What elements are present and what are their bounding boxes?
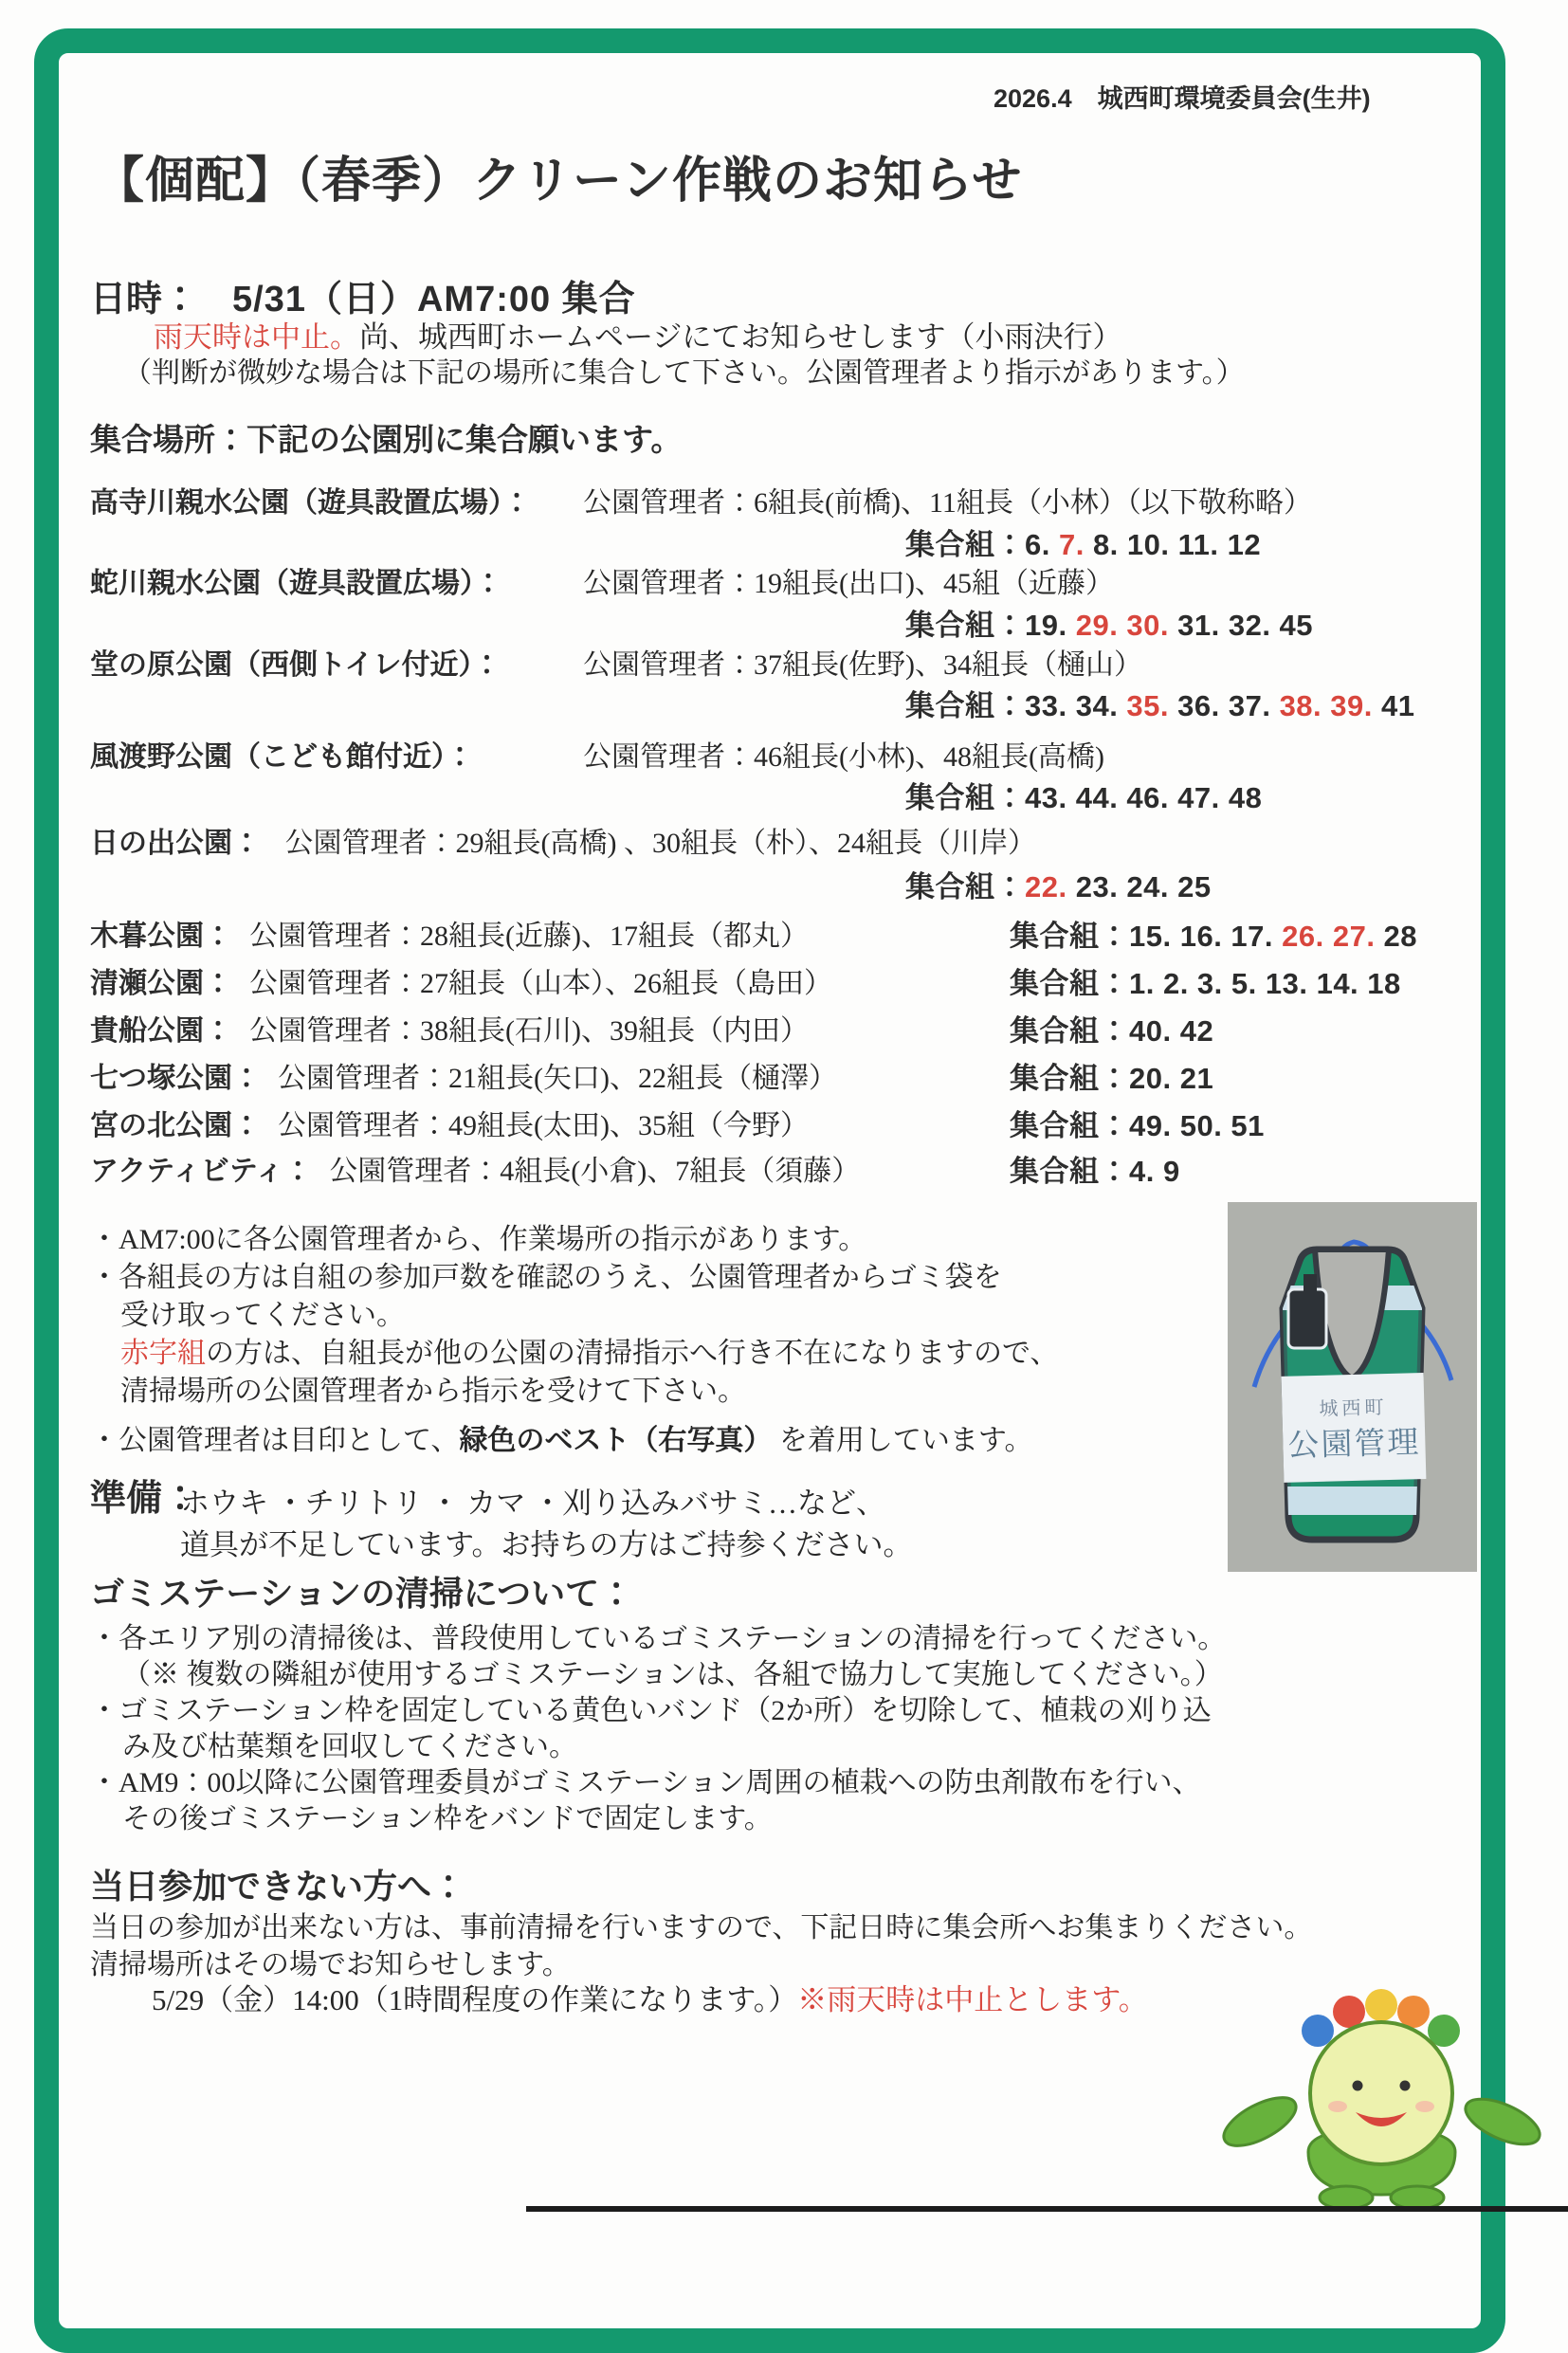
- park-name: 清瀬公園：: [90, 968, 232, 999]
- park-managers: 公園管理者：21組長(矢口)、22組長（樋澤）: [278, 1063, 837, 1094]
- park-row: [90, 959, 1474, 1001]
- absent-line1: 当日の参加が出来ない方は、事前清掃を行いますので、下記日時に集会所へお集まりください。: [90, 1912, 1313, 1943]
- group-label: 集合組：: [1010, 1155, 1129, 1188]
- vest-illustration: [1228, 1202, 1477, 1572]
- park-groups: [905, 863, 1212, 905]
- group-numbers: 40. 42: [1129, 1014, 1214, 1048]
- park-managers: 公園管理者：29組長(高橋) 、30組長（朴）、24組長（川岸）: [284, 828, 1036, 859]
- park-row: [90, 1054, 1474, 1096]
- park-groups: [1010, 1007, 1213, 1049]
- park-managers: 公園管理者：27組長（山本）、26組長（島田）: [249, 968, 832, 999]
- absent-line2: 清掃場所はその場でお知らせします。: [90, 1949, 571, 1980]
- vest-label: [1282, 1373, 1427, 1483]
- group-numbers: 1. 2. 3. 5. 13. 14. 18: [1129, 967, 1401, 1000]
- head-ball-orange: [1397, 1996, 1430, 2028]
- pre-clean-schedule: 5/29（金）14:00（1時間程度の作業になります。）※雨天時は中止とします。: [152, 1983, 1148, 2016]
- park-name: 風渡野公園（こども館付近）：: [90, 741, 474, 773]
- group-numbers: 15. 16. 17. 26. 27. 28: [1129, 920, 1418, 953]
- park-name: 蛇川親水公園（遊具設置広場）：: [90, 568, 502, 599]
- absent-heading: 当日参加できない方へ：: [90, 1867, 466, 1906]
- park-managers: 公園管理者：6組長(前橋)、11組長（小林）（以下敬称略）: [583, 487, 1312, 519]
- park-row: [90, 912, 1474, 954]
- group-label: 集合組：: [1010, 1014, 1129, 1048]
- park-name: 宮の北公園：: [90, 1110, 261, 1141]
- preparation-line1: ホウキ ・チリトリ ・ カマ ・刈り込みバサミ…など、: [180, 1487, 885, 1520]
- group-label: 集合組：: [905, 609, 1025, 642]
- park-row: [90, 559, 1474, 601]
- group-label: 集合組：: [905, 528, 1025, 561]
- park-groups: [1010, 959, 1401, 1002]
- page-title: 【個配】（春季）クリーン作戦のお知らせ: [95, 154, 1023, 209]
- leaf-hand-left: [1216, 2088, 1303, 2155]
- park-managers: 公園管理者：38組長(石川)、39組長（内田）: [249, 1015, 809, 1047]
- group-numbers: 4. 9: [1129, 1155, 1180, 1188]
- park-managers: 公園管理者：4組長(小倉)、7組長（須藤）: [329, 1156, 861, 1187]
- group-label: 集合組：: [905, 689, 1025, 722]
- park-name: 高寺川親水公園（遊具設置広場）：: [90, 487, 531, 519]
- leaf-hand-right: [1459, 2089, 1545, 2153]
- park-groups: [905, 601, 1313, 644]
- park-groups: [1010, 1102, 1265, 1144]
- park-name: 七つ塚公園：: [90, 1063, 261, 1094]
- meeting-heading: 集合場所：下記の公園別に集合願います。: [90, 422, 683, 457]
- group-label: 集合組：: [1010, 967, 1129, 1000]
- preparation-line2: 道具が不足しています。お持ちの方はご持参ください。: [180, 1528, 913, 1561]
- group-numbers: 22. 23. 24. 25: [1025, 870, 1212, 903]
- mascot-face: [1310, 2022, 1452, 2164]
- park-managers: 公園管理者：28組長(近藤)、17組長（都丸）: [249, 921, 809, 952]
- park-groups: [1010, 912, 1417, 955]
- park-groups: [905, 520, 1261, 563]
- park-managers: 公園管理者：19組長(出口)、45組（近藤）: [583, 568, 1114, 599]
- park-groups: [905, 682, 1414, 724]
- park-groups: [1010, 1147, 1180, 1190]
- head-ball-red: [1333, 1996, 1365, 2028]
- park-name: 日の出公園：: [90, 828, 261, 859]
- vest-photo: [1228, 1202, 1477, 1572]
- park-row: [90, 479, 1474, 520]
- group-numbers: 33. 34. 35. 36. 37. 38. 39. 41: [1025, 689, 1415, 722]
- head-ball-blue: [1302, 2015, 1334, 2047]
- schedule-value: 5/31（日）AM7:00 集合: [232, 280, 636, 319]
- park-managers: 公園管理者：37組長(佐野)、34組長（樋山）: [583, 649, 1142, 681]
- park-row: [90, 1102, 1474, 1143]
- group-label: 集合組：: [1010, 920, 1129, 953]
- mascot-illustration: [1216, 1970, 1546, 2209]
- park-row: [90, 1007, 1474, 1049]
- park-groups: [1010, 1054, 1213, 1097]
- vest-label-line2: 公園管理: [1286, 1426, 1421, 1464]
- group-numbers: 6. 7. 8. 10. 11. 12: [1025, 528, 1262, 561]
- group-numbers: 49. 50. 51: [1129, 1109, 1265, 1142]
- scan-edge-line: [526, 2206, 1568, 2212]
- group-label: 集合組：: [1010, 1109, 1129, 1142]
- park-name: 堂の原公園（西側トイレ付近）：: [90, 649, 501, 681]
- rain-note: 雨天時は中止。尚、城西町ホームページにてお知らせします（小雨決行）: [154, 320, 1122, 354]
- vest-label-line1: 城西町: [1319, 1397, 1388, 1420]
- schedule-label: 日時：: [90, 280, 199, 319]
- park-row: [90, 733, 1474, 775]
- garbage-heading: ゴミステーションの清掃について：: [90, 1574, 634, 1613]
- park-managers: 公園管理者：49組長(太田)、35組（今野）: [278, 1110, 809, 1141]
- judgment-note: （判断が微妙な場合は下記の場所に集合して下さい。公園管理者より指示があります。）: [123, 357, 1245, 389]
- group-numbers: 20. 21: [1129, 1062, 1214, 1095]
- park-row: [90, 819, 1474, 861]
- group-label: 集合組：: [905, 870, 1025, 903]
- group-label: 集合組：: [905, 781, 1025, 814]
- park-row: [90, 641, 1474, 683]
- notes-list: ・AM7:00に各公園管理者から、作業場所の指示があります。 ・各組長の方は自組の参加戸数を確認のうえ、公園管理者からゴミ袋を 受け取ってください。 赤字組の方は、自組長が他の公園の清掃指示へ行き不在になりますので、 清掃場所の公園管理者から指示を受けて下さい。 ・公園管理者は目印として、緑色のベスト（右写真） を着用しています。: [90, 1224, 1059, 1456]
- group-label: 集合組：: [1010, 1062, 1129, 1095]
- park-name: 貴船公園：: [90, 1015, 232, 1047]
- garbage-notes: ・各エリア別の清掃後は、普段使用しているゴミステーションの清掃を行ってください。 （※ 複数の隣組が使用するゴミステーションは、各組で協力して実施してください。） ・ゴミステーション枠を固定している黄色いバンド（2か所）を切除して、植栽の刈り込 み及び枯葉類を回収してください。 ・AM9：00以降に公園管理委員がゴミステーション周囲の植栽への防虫剤散布を行い、 その後ゴミステーション枠をバンドで固定します。: [90, 1623, 1227, 1834]
- park-managers: 公園管理者：46組長(小林)、48組長(高橋): [583, 741, 1104, 773]
- park-name: アクティビティ：: [90, 1156, 313, 1187]
- head-ball-yellow: [1365, 1989, 1397, 2021]
- park-row: [90, 1147, 1474, 1189]
- group-numbers: 19. 29. 30. 31. 32. 45: [1025, 609, 1314, 642]
- group-numbers: 43. 44. 46. 47. 48: [1025, 781, 1263, 814]
- preparation-label: 準備：: [90, 1479, 199, 1519]
- park-name: 木暮公園：: [90, 921, 232, 952]
- park-groups: [905, 774, 1262, 816]
- credit-line: 2026.4 城西町環境委員会(生井): [994, 84, 1371, 113]
